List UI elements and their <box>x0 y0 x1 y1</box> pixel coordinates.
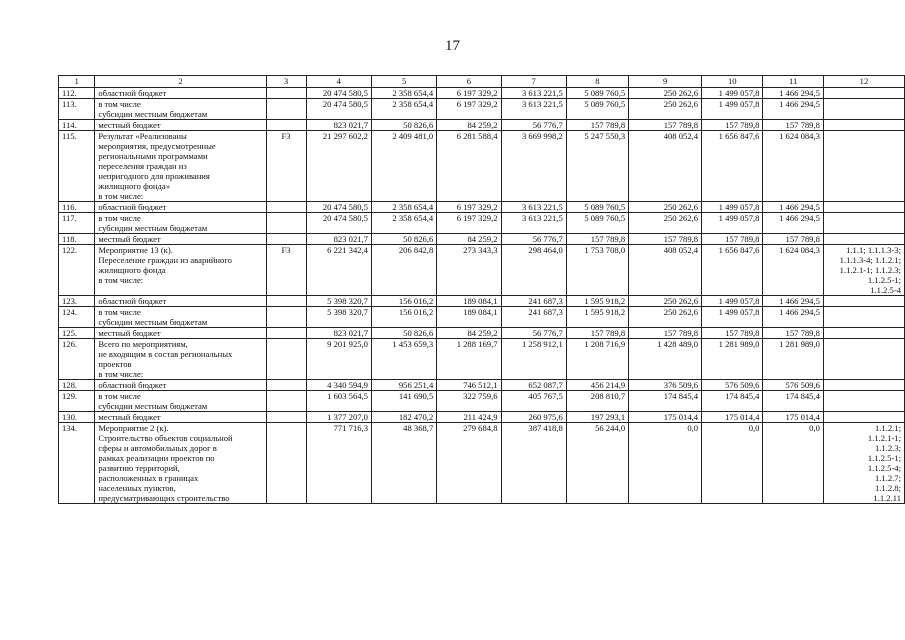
value-cell: 156 016,2 <box>371 296 436 307</box>
header-cell: 10 <box>702 76 763 88</box>
value-cell: 1 258 912,1 <box>501 339 566 380</box>
row-number: 125. <box>59 328 95 339</box>
row-description: Мероприятие 13 (к). Переселение граждан из аварийного жилищного фонда в том числе: <box>95 245 266 296</box>
value-cell: 1 624 084,3 <box>763 245 823 296</box>
value-cell: 3 613 221,5 <box>501 99 566 120</box>
header-cell: 7 <box>501 76 566 88</box>
row-references: 1.1.1; 1.1.1.3-3; 1.1.1.3-4; 1.1.2.1; 1.1.2.1-1; 1.1.2.3; 1.1.2.5-1; 1.1.2.5-4 <box>823 245 904 296</box>
value-cell: 56 776,7 <box>501 120 566 131</box>
row-number: 128. <box>59 380 95 391</box>
value-cell: 84 259,2 <box>437 120 501 131</box>
value-cell: 5 089 760,5 <box>566 88 628 99</box>
row-code <box>266 328 306 339</box>
row-description: областной бюджет <box>95 296 266 307</box>
value-cell: 250 262,6 <box>629 202 702 213</box>
table-row <box>59 120 905 131</box>
row-references <box>823 99 904 120</box>
row-references <box>823 412 904 423</box>
value-cell: 576 509,6 <box>763 380 823 391</box>
row-code <box>266 202 306 213</box>
value-cell: 408 052,4 <box>629 245 702 296</box>
value-cell: 211 424,9 <box>437 412 501 423</box>
row-code <box>266 307 306 328</box>
value-cell: 56 244,0 <box>566 423 628 504</box>
value-cell: 9 201 925,0 <box>306 339 371 380</box>
row-number: 113. <box>59 99 95 120</box>
row-number: 115. <box>59 131 95 202</box>
table-row <box>59 99 905 120</box>
row-references <box>823 380 904 391</box>
page-number: 17 <box>445 38 460 54</box>
header-cell: 3 <box>266 76 306 88</box>
value-cell: 456 214,9 <box>566 380 628 391</box>
value-cell: 157 789,8 <box>629 234 702 245</box>
header-cell: 8 <box>566 76 628 88</box>
row-description: в том числе субсидии местным бюджетам <box>95 213 266 234</box>
value-cell: 1 499 057,8 <box>702 88 763 99</box>
value-cell: 175 014,4 <box>763 412 823 423</box>
table-row <box>59 380 905 391</box>
value-cell: 6 197 329,2 <box>437 213 501 234</box>
value-cell: 250 262,6 <box>629 99 702 120</box>
table-row <box>59 131 905 202</box>
row-references <box>823 339 904 380</box>
table-row <box>59 423 905 504</box>
value-cell: 157 789,8 <box>702 234 763 245</box>
row-number: 116. <box>59 202 95 213</box>
row-description: в том числе субсидии местным бюджетам <box>95 307 266 328</box>
value-cell: 6 221 342,4 <box>306 245 371 296</box>
value-cell: 206 842,8 <box>371 245 436 296</box>
value-cell: 1 603 564,5 <box>306 391 371 412</box>
row-description: местный бюджет <box>95 234 266 245</box>
value-cell: 50 826,6 <box>371 234 436 245</box>
value-cell: 157 789,8 <box>629 328 702 339</box>
row-description: Всего по мероприятиям, не входящим в состав региональных проектов в том числе: <box>95 339 266 380</box>
row-code <box>266 391 306 412</box>
value-cell: 2 358 654,4 <box>371 202 436 213</box>
value-cell: 260 975,6 <box>501 412 566 423</box>
row-code <box>266 99 306 120</box>
value-cell: 1 499 057,8 <box>702 99 763 120</box>
value-cell: 279 684,8 <box>437 423 501 504</box>
row-code <box>266 423 306 504</box>
value-cell: 376 509,6 <box>629 380 702 391</box>
value-cell: 405 767,5 <box>501 391 566 412</box>
value-cell: 56 776,7 <box>501 328 566 339</box>
value-cell: 3 669 998,2 <box>501 131 566 202</box>
value-cell: 250 262,6 <box>629 213 702 234</box>
value-cell: 1 428 489,0 <box>629 339 702 380</box>
value-cell: 1 208 716,9 <box>566 339 628 380</box>
row-description: в том числе субсидии местным бюджетам <box>95 99 266 120</box>
value-cell: 6 197 329,2 <box>437 88 501 99</box>
row-references <box>823 328 904 339</box>
value-cell: 157 789,8 <box>763 120 823 131</box>
value-cell: 157 789,8 <box>702 120 763 131</box>
header-cell: 4 <box>306 76 371 88</box>
value-cell: 1 595 918,2 <box>566 296 628 307</box>
value-cell: 5 247 550,3 <box>566 131 628 202</box>
value-cell: 1 466 294,5 <box>763 307 823 328</box>
value-cell: 189 084,1 <box>437 307 501 328</box>
value-cell: 250 262,6 <box>629 307 702 328</box>
value-cell: 174 845,4 <box>763 391 823 412</box>
table-row <box>59 412 905 423</box>
header-cell: 2 <box>95 76 266 88</box>
row-number: 124. <box>59 307 95 328</box>
row-description: местный бюджет <box>95 120 266 131</box>
value-cell: 1 499 057,8 <box>702 307 763 328</box>
value-cell: 5 398 320,7 <box>306 307 371 328</box>
table-row <box>59 213 905 234</box>
value-cell: 0,0 <box>763 423 823 504</box>
row-code: F3 <box>266 245 306 296</box>
row-number: 114. <box>59 120 95 131</box>
row-references <box>823 234 904 245</box>
value-cell: 1 288 169,7 <box>437 339 501 380</box>
value-cell: 1 466 294,5 <box>763 213 823 234</box>
value-cell: 20 474 580,5 <box>306 213 371 234</box>
row-description: областной бюджет <box>95 88 266 99</box>
value-cell: 2 358 654,4 <box>371 99 436 120</box>
row-references <box>823 391 904 412</box>
value-cell: 1 466 294,5 <box>763 88 823 99</box>
value-cell: 189 084,1 <box>437 296 501 307</box>
row-number: 118. <box>59 234 95 245</box>
value-cell: 1 753 708,0 <box>566 245 628 296</box>
value-cell: 175 014,4 <box>702 412 763 423</box>
value-cell: 2 358 654,4 <box>371 88 436 99</box>
value-cell: 6 281 588,4 <box>437 131 501 202</box>
header-cell: 5 <box>371 76 436 88</box>
value-cell: 182 470,2 <box>371 412 436 423</box>
value-cell: 387 418,8 <box>501 423 566 504</box>
row-code <box>266 88 306 99</box>
value-cell: 3 613 221,5 <box>501 213 566 234</box>
value-cell: 208 810,7 <box>566 391 628 412</box>
value-cell: 157 789,8 <box>702 328 763 339</box>
value-cell: 6 197 329,2 <box>437 202 501 213</box>
row-code <box>266 120 306 131</box>
row-number: 123. <box>59 296 95 307</box>
value-cell: 1 656 847,6 <box>702 245 763 296</box>
value-cell: 5 398 320,7 <box>306 296 371 307</box>
row-code <box>266 213 306 234</box>
value-cell: 3 613 221,5 <box>501 88 566 99</box>
value-cell: 174 845,4 <box>702 391 763 412</box>
value-cell: 823 021,7 <box>306 120 371 131</box>
table-row <box>59 391 905 412</box>
row-description: областной бюджет <box>95 380 266 391</box>
value-cell: 1 656 847,6 <box>702 131 763 202</box>
value-cell: 20 474 580,5 <box>306 202 371 213</box>
value-cell: 1 499 057,8 <box>702 213 763 234</box>
value-cell: 21 297 602,2 <box>306 131 371 202</box>
value-cell: 2 409 481,0 <box>371 131 436 202</box>
table-row <box>59 202 905 213</box>
value-cell: 157 789,8 <box>566 234 628 245</box>
value-cell: 250 262,6 <box>629 88 702 99</box>
table-row <box>59 328 905 339</box>
value-cell: 241 687,3 <box>501 307 566 328</box>
value-cell: 1 453 659,3 <box>371 339 436 380</box>
row-number: 112. <box>59 88 95 99</box>
row-number: 117. <box>59 213 95 234</box>
value-cell: 1 499 057,8 <box>702 202 763 213</box>
row-references <box>823 202 904 213</box>
row-code <box>266 412 306 423</box>
header-cell: 9 <box>629 76 702 88</box>
row-number: 130. <box>59 412 95 423</box>
row-description: областной бюджет <box>95 202 266 213</box>
row-code <box>266 296 306 307</box>
value-cell: 5 089 760,5 <box>566 213 628 234</box>
value-cell: 0,0 <box>629 423 702 504</box>
header-cell: 1 <box>59 76 95 88</box>
row-references <box>823 120 904 131</box>
value-cell: 3 613 221,5 <box>501 202 566 213</box>
row-number: 122. <box>59 245 95 296</box>
value-cell: 6 197 329,2 <box>437 99 501 120</box>
table-row <box>59 88 905 99</box>
row-description: в том числе субсидии местным бюджетам <box>95 391 266 412</box>
header-cell: 12 <box>823 76 904 88</box>
value-cell: 576 509,6 <box>702 380 763 391</box>
value-cell: 48 368,7 <box>371 423 436 504</box>
table-row <box>59 307 905 328</box>
row-number: 126. <box>59 339 95 380</box>
row-description: Мероприятие 2 (к). Строительство объектов социальной сферы и автомобильных дорог в рамках реализации проектов по развитию территорий, расположенных в границах населенных пунктов, предусматривающих строительство <box>95 423 266 504</box>
table-body <box>59 76 905 504</box>
row-references <box>823 296 904 307</box>
value-cell: 174 845,4 <box>629 391 702 412</box>
value-cell: 322 759,6 <box>437 391 501 412</box>
row-references <box>823 131 904 202</box>
value-cell: 408 052,4 <box>629 131 702 202</box>
row-number: 134. <box>59 423 95 504</box>
value-cell: 746 512,1 <box>437 380 501 391</box>
row-code <box>266 234 306 245</box>
value-cell: 1 624 084,3 <box>763 131 823 202</box>
value-cell: 652 087,7 <box>501 380 566 391</box>
row-code <box>266 339 306 380</box>
row-description: местный бюджет <box>95 328 266 339</box>
value-cell: 157 789,8 <box>763 234 823 245</box>
table-row <box>59 339 905 380</box>
value-cell: 0,0 <box>702 423 763 504</box>
row-references <box>823 88 904 99</box>
value-cell: 56 776,7 <box>501 234 566 245</box>
value-cell: 141 690,5 <box>371 391 436 412</box>
value-cell: 5 089 760,5 <box>566 202 628 213</box>
value-cell: 1 281 989,0 <box>702 339 763 380</box>
row-references <box>823 307 904 328</box>
value-cell: 956 251,4 <box>371 380 436 391</box>
value-cell: 157 789,8 <box>629 120 702 131</box>
header-cell: 6 <box>437 76 501 88</box>
value-cell: 1 595 918,2 <box>566 307 628 328</box>
value-cell: 157 789,8 <box>763 328 823 339</box>
value-cell: 156 016,2 <box>371 307 436 328</box>
value-cell: 20 474 580,5 <box>306 88 371 99</box>
row-description: Результат «Реализованы мероприятия, предусмотренные региональными программами переселения граждан из непригодного для проживания жилищного фонда» в том числе: <box>95 131 266 202</box>
value-cell: 50 826,6 <box>371 120 436 131</box>
header-cell: 11 <box>763 76 823 88</box>
value-cell: 1 499 057,8 <box>702 296 763 307</box>
value-cell: 5 089 760,5 <box>566 99 628 120</box>
row-number: 129. <box>59 391 95 412</box>
row-code <box>266 380 306 391</box>
row-code: F3 <box>266 131 306 202</box>
row-references <box>823 213 904 234</box>
value-cell: 2 358 654,4 <box>371 213 436 234</box>
value-cell: 1 466 294,5 <box>763 296 823 307</box>
value-cell: 1 281 989,0 <box>763 339 823 380</box>
value-cell: 20 474 580,5 <box>306 99 371 120</box>
value-cell: 1 377 207,0 <box>306 412 371 423</box>
value-cell: 84 259,2 <box>437 234 501 245</box>
value-cell: 241 687,3 <box>501 296 566 307</box>
value-cell: 50 826,6 <box>371 328 436 339</box>
row-description: местный бюджет <box>95 412 266 423</box>
row-references: 1.1.2.1; 1.1.2.1-1; 1.1.2.3; 1.1.2.5-1; 1.1.2.5-4; 1.1.2.7; 1.1.2.8; 1.1.2.11 <box>823 423 904 504</box>
value-cell: 4 340 594,9 <box>306 380 371 391</box>
value-cell: 250 262,6 <box>629 296 702 307</box>
value-cell: 1 466 294,5 <box>763 99 823 120</box>
table-row <box>59 245 905 296</box>
value-cell: 157 789,8 <box>566 120 628 131</box>
value-cell: 175 014,4 <box>629 412 702 423</box>
value-cell: 197 293,1 <box>566 412 628 423</box>
value-cell: 1 466 294,5 <box>763 202 823 213</box>
table-row <box>59 234 905 245</box>
value-cell: 273 343,3 <box>437 245 501 296</box>
header-row <box>59 76 905 88</box>
value-cell: 84 259,2 <box>437 328 501 339</box>
value-cell: 771 716,3 <box>306 423 371 504</box>
value-cell: 298 464,0 <box>501 245 566 296</box>
value-cell: 823 021,7 <box>306 328 371 339</box>
budget-table <box>58 75 905 504</box>
table-row <box>59 296 905 307</box>
value-cell: 157 789,8 <box>566 328 628 339</box>
value-cell: 823 021,7 <box>306 234 371 245</box>
